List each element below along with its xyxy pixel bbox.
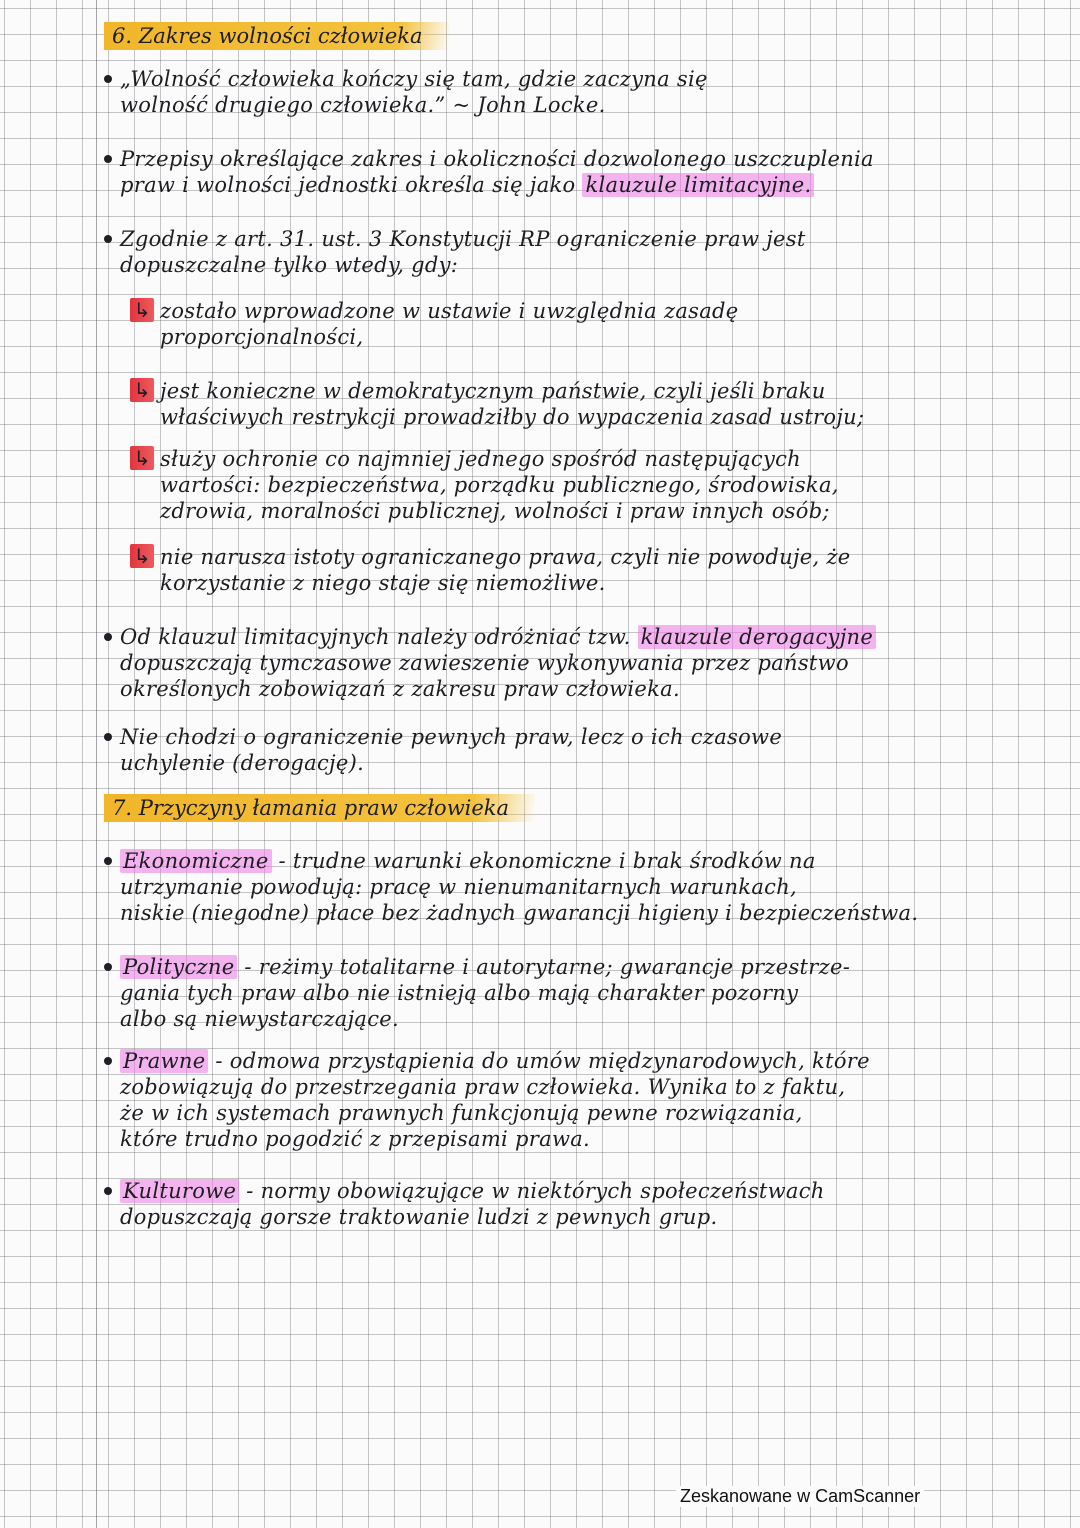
paragraph-text: dopuszczają tymczasowe zawieszenie wykonywania przez państwo określonych zobowiązań z zakresu praw człowieka. bbox=[120, 651, 849, 701]
condition-text: jest konieczne w demokratycznym państwie, czyli jeśli braku właściwych restrykcji prowadziłby do wypaczenia zasad ustroju; bbox=[160, 379, 865, 429]
return-arrow-icon: ↳ bbox=[130, 544, 154, 568]
condition-item bbox=[133, 298, 980, 350]
scanner-watermark: Zeskanowane w CamScanner bbox=[676, 1486, 924, 1507]
return-arrow-icon: ↳ bbox=[130, 298, 154, 322]
term-kulturowe: Kulturowe bbox=[120, 1179, 239, 1203]
bullet-dot-icon bbox=[104, 633, 112, 641]
bullet-dot-icon bbox=[104, 857, 112, 865]
bullet-dot-icon bbox=[104, 75, 112, 83]
list-item bbox=[120, 848, 1020, 926]
bullet-dot-icon bbox=[104, 1057, 112, 1065]
section-6-heading: 6. Zakres wolności człowieka bbox=[104, 22, 449, 50]
cause-text: - trudne warunki ekonomiczne i brak środków na utrzymanie powodują: pracę w nienumanitarnych warunkach, niskie (niegodne) płace bez żadnych gwarancji higieny i bezpieczeństwa. bbox=[120, 849, 919, 925]
return-arrow-icon: ↳ bbox=[130, 378, 154, 402]
condition-item bbox=[133, 446, 980, 524]
condition-text: nie narusza istoty ograniczanego prawa, czyli nie powoduje, że korzystanie z niego staje się niemożliwe. bbox=[160, 545, 851, 595]
list-item bbox=[120, 724, 1020, 776]
list-item bbox=[120, 146, 1020, 198]
condition-text: zostało wprowadzone w ustawie i uwzględnia zasadę proporcjonalności, bbox=[160, 299, 739, 349]
list-item bbox=[120, 1048, 1020, 1152]
paragraph-text: Nie chodzi o ograniczenie pewnych praw, lecz o ich czasowe uchylenie (derogację). bbox=[120, 725, 783, 775]
bullet-dot-icon bbox=[104, 963, 112, 971]
bullet-dot-icon bbox=[104, 733, 112, 741]
condition-text: służy ochronie co najmniej jednego spośród następujących wartości: bezpieczeństwa, porządku publicznego, środowiska, zdrowia, moralności publicznej, wolności i praw innych osób; bbox=[160, 447, 839, 523]
condition-item bbox=[133, 544, 980, 596]
condition-item bbox=[133, 378, 980, 430]
return-arrow-icon: ↳ bbox=[130, 446, 154, 470]
paragraph-text: Od klauzul limitacyjnych należy odróżniać tzw. bbox=[120, 625, 638, 649]
highlight-klauzule-limitacyjne: klauzule limitacyjne. bbox=[582, 173, 814, 197]
list-item bbox=[120, 66, 1020, 118]
paragraph-text: Przepisy określające zakres i okoliczności dozwolonego uszczuplenia praw i wolności jednostki określa się jako bbox=[120, 147, 874, 197]
highlight-klauzule-derogacyjne: klauzule derogacyjne bbox=[638, 625, 877, 649]
list-item bbox=[120, 624, 1020, 702]
bullet-dot-icon bbox=[104, 1187, 112, 1195]
term-prawne: Prawne bbox=[120, 1049, 208, 1073]
section-7-heading: 7. Przyczyny łamania praw człowieka bbox=[104, 794, 535, 822]
term-polityczne: Polityczne bbox=[120, 955, 237, 979]
list-item bbox=[120, 226, 1020, 278]
bullet-dot-icon bbox=[104, 155, 112, 163]
bullet-dot-icon bbox=[104, 235, 112, 243]
list-item bbox=[120, 954, 1020, 1032]
cause-text: - odmowa przystąpienia do umów międzynarodowych, które zobowiązują do przestrzegania praw człowieka. Wynika to z faktu, że w ich systemach prawnych funkcjonują pewne rozwiązania, które trudno pogodzić z przepisami prawa. bbox=[120, 1049, 870, 1151]
term-ekonomiczne: Ekonomiczne bbox=[120, 849, 272, 873]
quote-text: „Wolność człowieka kończy się tam, gdzie zaczyna się wolność drugiego człowieka.” ~ John Locke. bbox=[120, 67, 708, 117]
list-item bbox=[120, 1178, 1020, 1230]
margin-line bbox=[96, 0, 97, 1528]
cause-text: - reżimy totalitarne i autorytarne; gwarancje przestrze- gania tych praw albo nie istnieją albo mają charakter pozorny albo są niewystarczające. bbox=[120, 955, 851, 1031]
cause-text: - normy obowiązujące w niektórych społeczeństwach dopuszczają gorsze traktowanie ludzi z pewnych grup. bbox=[120, 1179, 825, 1229]
paragraph-text: Zgodnie z art. 31. ust. 3 Konstytucji RP ograniczenie praw jest dopuszczalne tylko wtedy, gdy: bbox=[120, 227, 806, 277]
